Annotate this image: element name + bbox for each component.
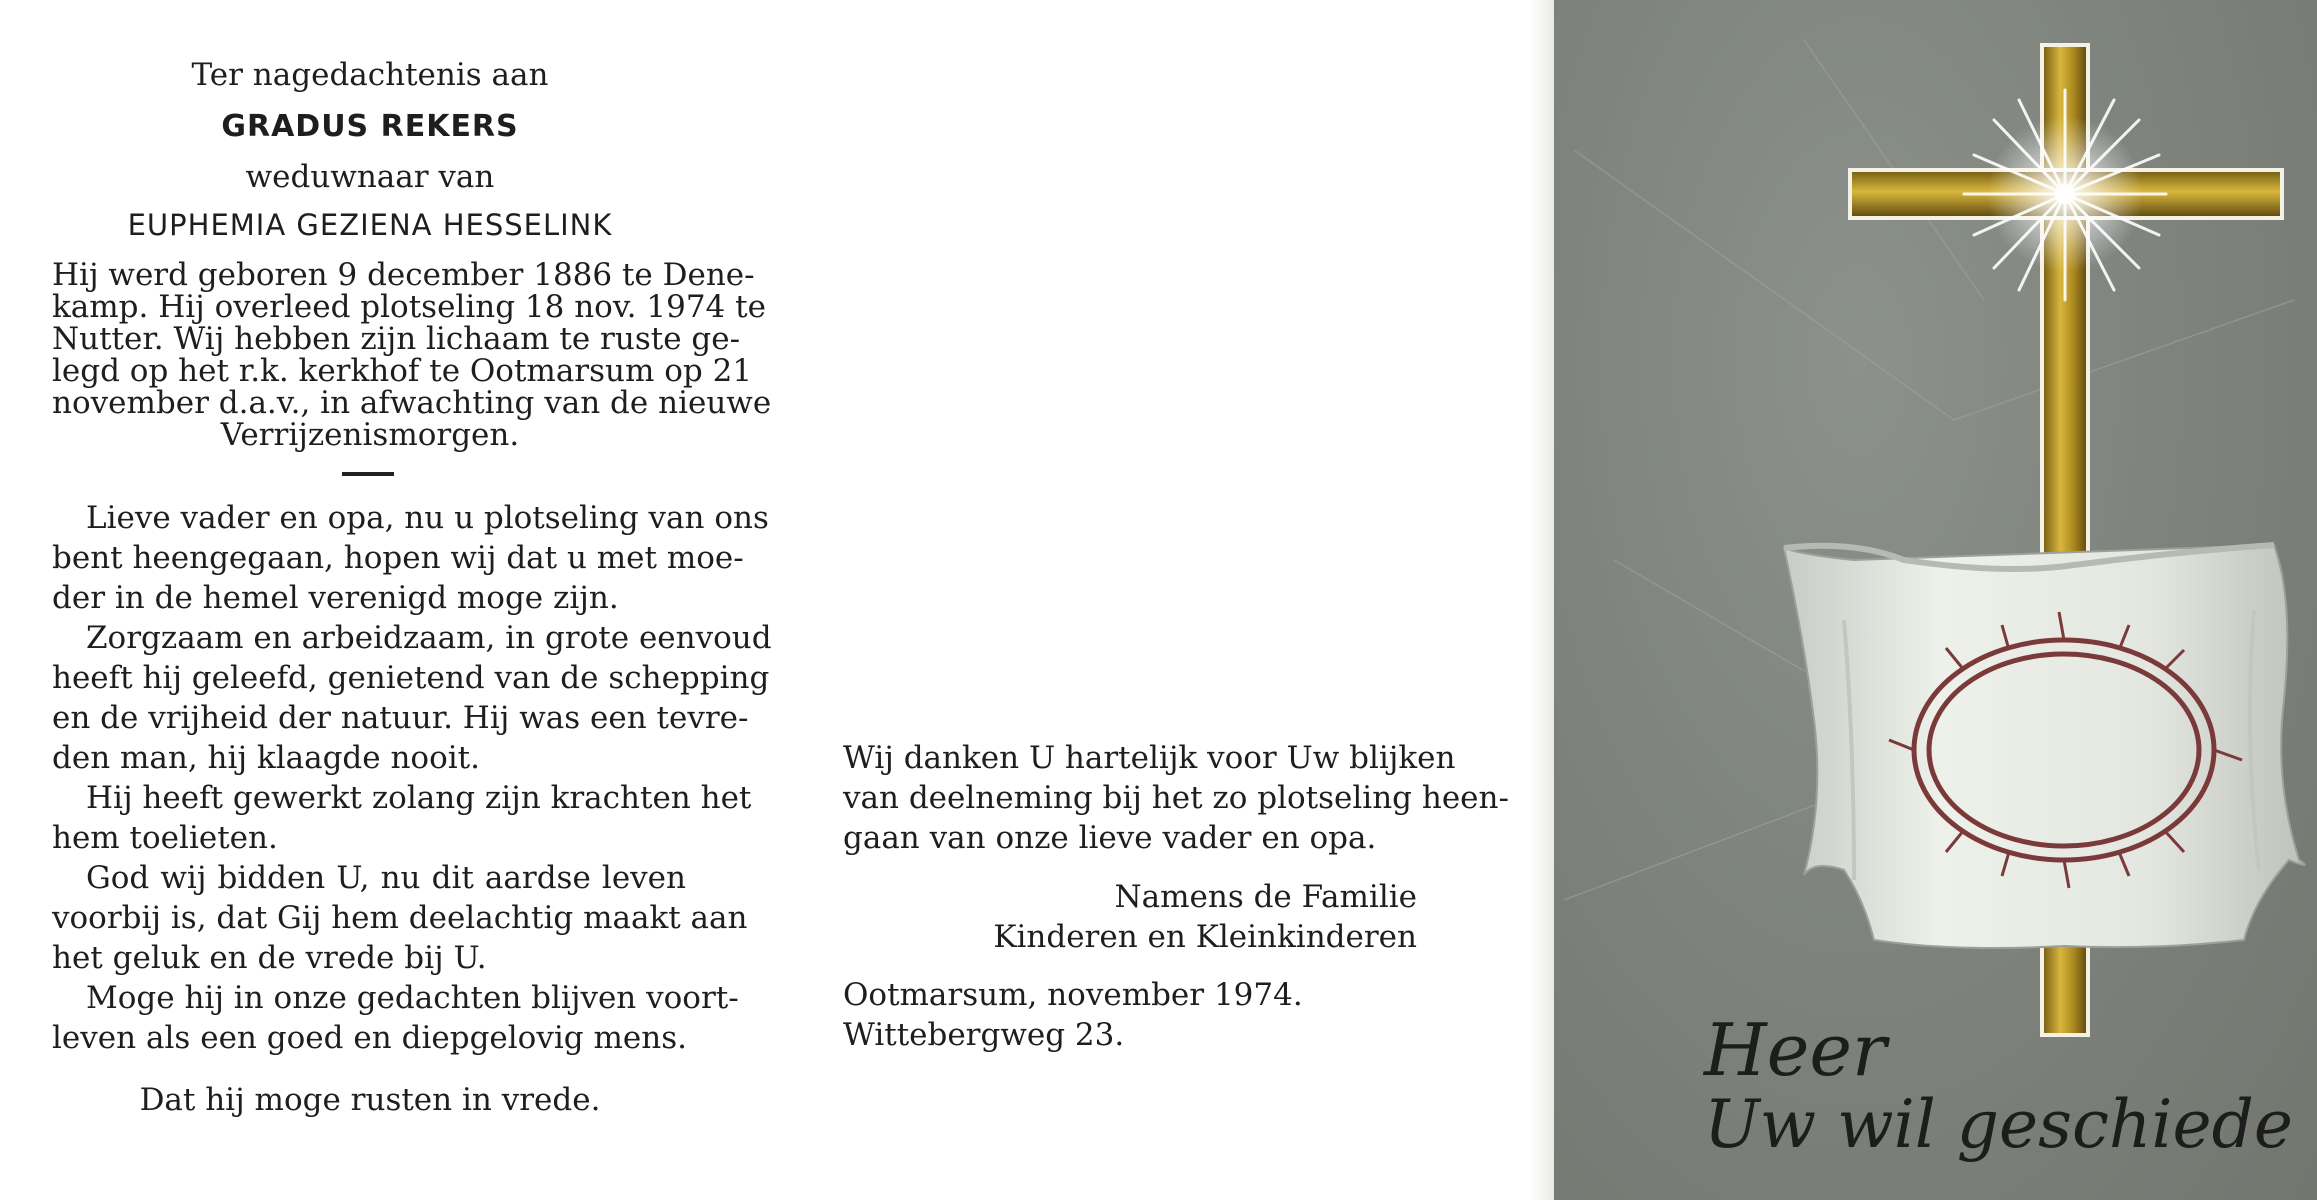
text-line: der in de hemel verenigd moge zijn. [52, 580, 619, 616]
text-line: voorbij is, dat Gij hem deelachtig maakt aan [52, 900, 748, 936]
cover-title-line-2: Uw wil geschiede [1704, 1086, 2293, 1163]
place-date: Ootmarsum, november 1974. [843, 977, 1303, 1013]
signoff-family: Namens de Familie [1114, 879, 1417, 915]
text-line: Moge hij in onze gedachten blijven voort- [86, 980, 739, 1016]
text-line: leven als een goed en diepgelovig mens. [52, 1020, 687, 1056]
left-panel [0, 0, 772, 1200]
text-line: hem toelieten. [52, 820, 278, 856]
middle-panel [740, 0, 1530, 1200]
shroud-cloth [1784, 545, 2305, 948]
text-line: Hij heeft gewerkt zolang zijn krachten het [86, 780, 752, 816]
text-line: bent heengegaan, hopen wij dat u met moe- [52, 540, 744, 576]
cover-illustration [1554, 0, 2317, 1200]
cover-title-line-1: Heer [1704, 1008, 1887, 1092]
bio-line: Nutter. Wij hebben zijn lichaam te ruste ge- [52, 321, 741, 357]
signoff-children: Kinderen en Kleinkinderen [993, 919, 1417, 955]
bio-line: kamp. Hij overleed plotseling 18 nov. 1974 te [52, 289, 766, 325]
text-line: en de vrijheid der natuur. Hij was een tevre- [52, 700, 749, 736]
text-line: den man, hij klaagde nooit. [52, 740, 480, 776]
deceased-name: GRADUS REKERS [221, 109, 519, 144]
bio-line: november d.a.v., in afwachting van de nieuwe [52, 385, 772, 421]
bio-line: Hij werd geboren 9 december 1886 te Dene- [52, 257, 755, 293]
text-line: Zorgzaam en arbeidzaam, in grote eenvoud [86, 620, 772, 656]
thanks-line: van deelneming bij het zo plotseling heen- [843, 780, 1509, 816]
thanks-line: gaan van onze lieve vader en opa. [843, 820, 1377, 856]
closing-line: Dat hij moge rusten in vrede. [139, 1082, 601, 1118]
card-fold [1530, 0, 1554, 1200]
text-line: heeft hij geleefd, genietend van de schepping [52, 660, 770, 696]
thanks-line: Wij danken U hartelijk voor Uw blijken [843, 740, 1456, 776]
cover-panel [1554, 0, 2317, 1200]
bio-line: legd op het r.k. kerkhof te Ootmarsum op 21 [52, 353, 753, 389]
intro-text: Ter nagedachtenis aan [191, 57, 549, 93]
bio-line: Verrijzenismorgen. [220, 417, 520, 453]
address: Wittebergweg 23. [843, 1017, 1125, 1053]
spouse-name: EUPHEMIA GEZIENA HESSELINK [127, 208, 613, 242]
relation-text: weduwnaar van [245, 159, 495, 195]
divider [342, 472, 394, 476]
text-line: Lieve vader en opa, nu u plotseling van ons [86, 500, 769, 536]
text-line: het geluk en de vrede bij U. [52, 940, 487, 976]
text-line: God wij bidden U, nu dit aardse leven [86, 860, 686, 896]
